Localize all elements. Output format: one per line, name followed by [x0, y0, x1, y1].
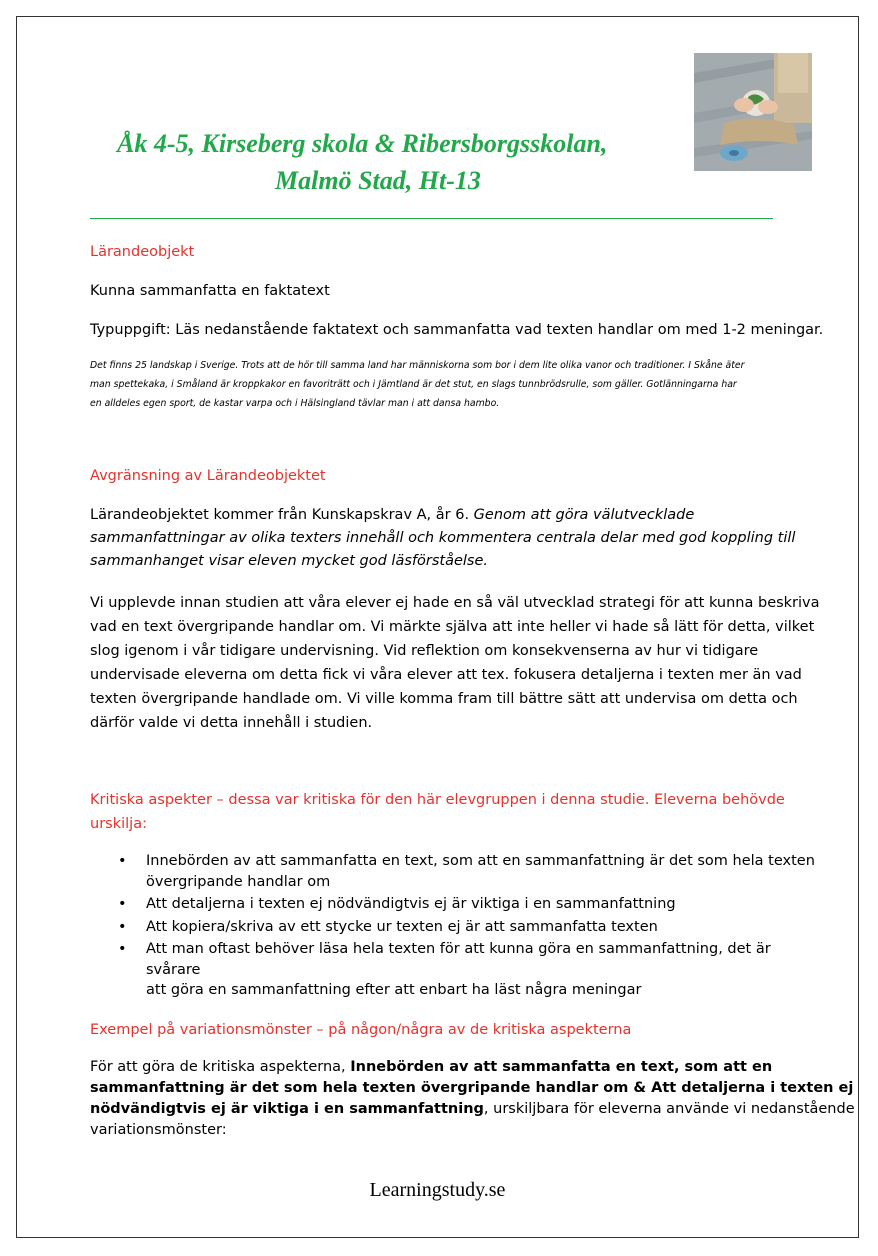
paragraph-line: därför valde vi detta innehåll i studien. — [90, 715, 373, 731]
paragraph-line: slog igenom i vår tidigare undervisning. Vid reflektion om konsekvenserna av hur vi tidigare — [90, 643, 759, 659]
delimitation-quote-3: sammanhanget visar eleven mycket god läsförståelse. — [90, 553, 488, 569]
delimitation-line-1 — [90, 503, 694, 527]
footer-site: Learningstudy.se — [369, 1179, 506, 1201]
header-photo — [694, 53, 812, 171]
fact-text-line-1: Det finns 25 landskap i Sverige. Trots att de hör till samma land har människorna som bor i dem lite olika vanor och traditioner. I Skåne äter — [90, 360, 745, 371]
list-item-text: övergripande handlar om — [146, 873, 331, 890]
critical-aspects-list — [118, 851, 818, 1003]
heading-delimitation: Avgränsning av Lärandeobjektet — [90, 468, 326, 484]
child-with-globe-image — [694, 53, 812, 171]
critical-heading-line-2: urskilja: — [90, 816, 147, 832]
paragraph-line: Vi upplevde innan studien att våra elever ej hade en så väl utvecklad strategi för att kunna beskriva — [90, 595, 820, 611]
heading-variation-patterns: Exempel på variationsmönster – på någon/några av de kritiska aspekterna — [90, 1022, 632, 1038]
list-item-text: Att man oftast behöver läsa hela texten för att kunna göra en sammanfattning, det är svårare — [146, 941, 771, 978]
learning-object-text: Kunna sammanfatta en faktatext — [90, 283, 330, 299]
variation-text: variationsmönster: — [90, 1122, 227, 1138]
list-item-text: Att detaljerna i texten ej nödvändigtvis ej är viktiga i en sammanfattning — [146, 896, 676, 912]
variation-bold-text: sammanfattning är det som hela texten övergripande handlar om & Att detaljerna i texten ej — [90, 1080, 854, 1096]
bullet-icon: • — [118, 853, 127, 869]
heading-learning-object: Lärandeobjekt — [90, 244, 195, 260]
list-item-text: Innebörden av att sammanfatta en text, som att en sammanfattning är det som hela texten — [146, 853, 815, 869]
variation-bold-text: nödvändigtvis ej är viktiga i en sammanfattning — [90, 1101, 484, 1117]
title-divider — [90, 218, 773, 219]
delimitation-quote-1: Genom att göra välutvecklade — [473, 507, 695, 523]
variation-paragraph — [90, 1057, 855, 1141]
critical-heading-line-1: Kritiska aspekter – dessa var kritiska för den här elevgruppen i denna studie. Eleverna behövde — [90, 792, 785, 808]
bullet-icon: • — [118, 896, 127, 912]
title-line-2: Malmö Stad, Ht-13 — [275, 166, 481, 195]
variation-bold-text: Innebörden av att sammanfatta en text, som att en — [350, 1059, 773, 1075]
heading-critical-aspects — [90, 788, 785, 836]
paragraph-line: vad en text övergripande handlar om. Vi märkte själva att inte heller vi hade så lätt för detta, vilket — [90, 619, 815, 635]
list-item — [118, 894, 818, 915]
list-item — [118, 917, 818, 938]
paragraph-line: undervisade eleverna om detta fick vi våra elever att tex. fokusera detaljerna i texten mer än vad — [90, 667, 802, 683]
study-paragraph — [90, 591, 820, 735]
variation-text: För att göra de kritiska aspekterna, — [90, 1059, 351, 1075]
list-item-text: att göra en sammanfattning efter att enbart ha läst några meningar — [146, 982, 642, 998]
list-item — [118, 851, 818, 892]
document-page — [16, 16, 859, 1238]
paragraph-line: texten övergripande handlade om. Vi ville komma fram till bättre sätt att undervisa om detta och — [90, 691, 798, 707]
delimitation-intro: Lärandeobjektet kommer från Kunskapskrav A, år 6. — [90, 507, 474, 523]
bullet-icon: • — [118, 918, 127, 935]
variation-text: , urskiljbara för eleverna använde vi nedanstående — [483, 1101, 855, 1117]
fact-text-line-3: en alldeles egen sport, de kastar varpa och i Hälsingland tävlar man i att dansa hambo. — [90, 398, 500, 409]
delimitation-quote-2: sammanfattningar av olika texters innehåll och kommentera centrala delar med god koppling till — [90, 530, 796, 546]
task-text: Typuppgift: Läs nedanstående faktatext och sammanfatta vad texten handlar om med 1-2 meningar. — [90, 322, 824, 338]
list-item — [118, 939, 818, 1001]
list-item-text: Att kopiera/skriva av ett stycke ur texten ej är att sammanfatta texten — [146, 918, 658, 935]
bullet-icon: • — [118, 941, 127, 957]
fact-text-line-2: man spettekaka, i Småland är kroppkakor en favoriträtt och i Jämtland är det stut, en slags tunnbrödsrulle, som gäller. Gotlänningarna har — [90, 379, 737, 390]
title-line-1: Åk 4-5, Kirseberg skola & Ribersborgsskolan, — [117, 129, 608, 158]
